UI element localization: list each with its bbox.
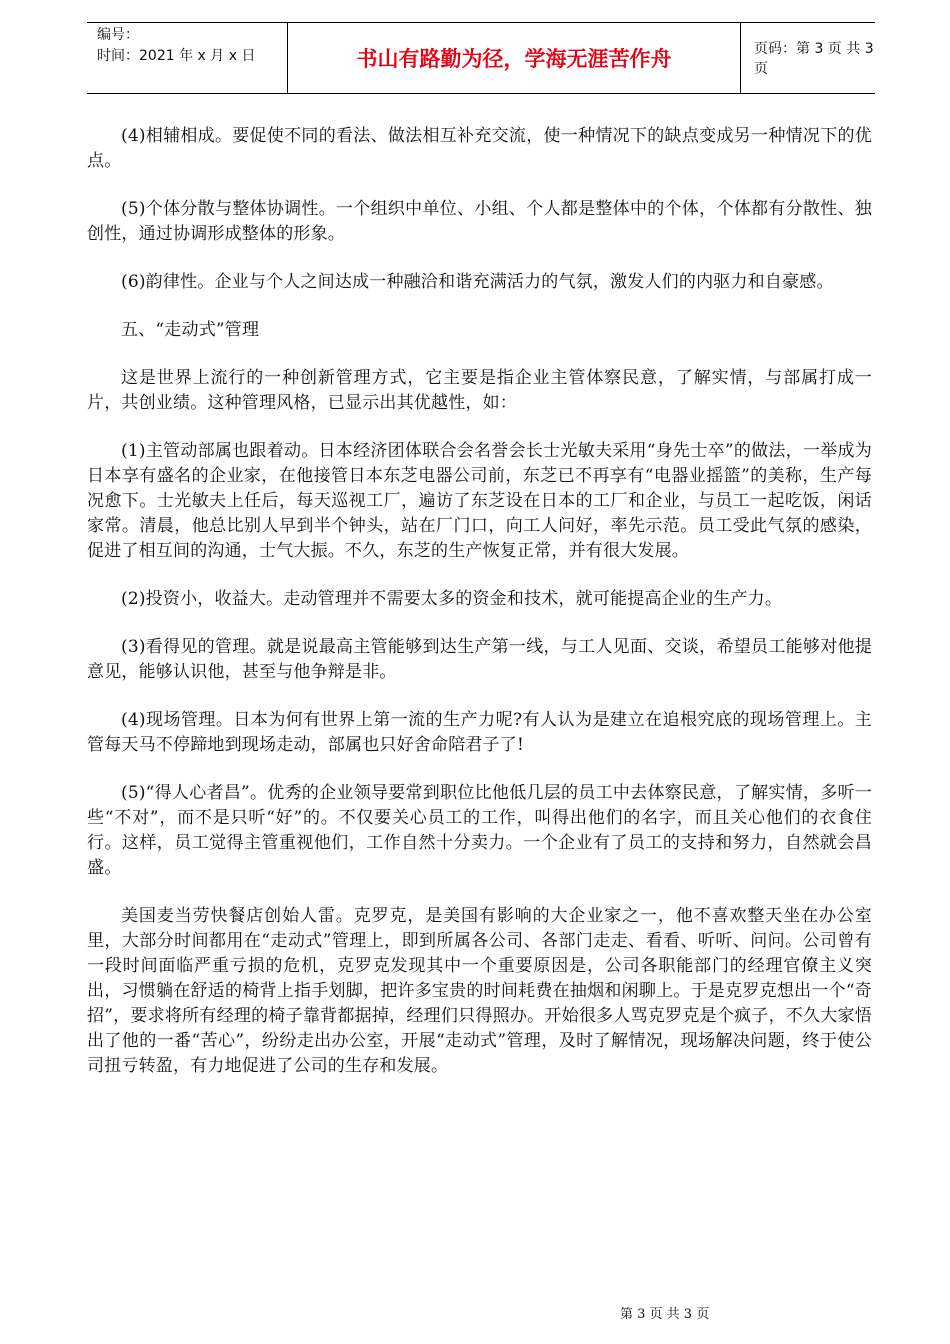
header-left bbox=[97, 25, 287, 67]
number-label: 编号： bbox=[97, 27, 139, 43]
page-footer: 第 3 页 共 3 页 bbox=[620, 1307, 710, 1322]
page-header bbox=[87, 22, 875, 94]
paragraph: (2)投资小，收益大。走动管理并不需要太多的资金和技术，就可能提高企业的生产力。 bbox=[121, 589, 783, 609]
paragraph: (5)“得人心者昌”。优秀的企业领导要常到职位比他低几层的员工中去体察民意，了解实情，多听一些“不对”，而不是只听“好”的。不仅要关心员工的工作，叫得出他们的名字，而且关心他们的衣食住行。这样，员工觉得主管重视他们，工作自然十分卖力。一个企业有了员工的支持和努力，自然就会昌盛。 bbox=[87, 783, 872, 878]
header-motto: 书山有路勤为径，学海无涯苦作舟 bbox=[287, 23, 741, 93]
paragraph: 美国麦当劳快餐店创始人雷。克罗克，是美国有影响的大企业家之一，他不喜欢整天坐在办公室里，大部分时间都用在“走动式”管理上，即到所属各公司、各部门走走、看看、听听、问问。公司曾有一段时间面临严重亏损的危机，克罗克发现其中一个重要原因是，公司各职能部门的经理官僚主义突出，习惯躺在舒适的椅背上指手划脚，把许多宝贵的时间耗费在抽烟和闲聊上。于是克罗克想出一个“奇招”，要求将所有经理的椅子靠背都据掉，经理们只得照办。开始很多人骂克罗克是个疯子，不久大家悟出了他的一番“苦心”，纷纷走出办公室，开展“走动式”管理，及时了解情况，现场解决问题，终于使公司扭亏转盈，有力地促进了公司的生存和发展。 bbox=[87, 906, 872, 1076]
header-page-label: 页码：第 3 页 共 3 页 bbox=[754, 41, 874, 77]
document-body bbox=[87, 124, 872, 1079]
paragraph: (1)主管动部属也跟着动。日本经济团体联合会名誉会长士光敏夫采用“身先士卒”的做法，一举成为日本享有盛名的企业家，在他接管日本东芝电器公司前，东芝已不再享有“电器业摇篮”的美称，生产每况愈下。士光敏夫上任后，每天巡视工厂，遍访了东芝设在日本的工厂和企业，与员工一起吃饭，闲话家常。清晨，他总比别人早到半个钟头，站在厂门口，向工人问好，率先示范。员工受此气氛的感染，促进了相互间的沟通，士气大振。不久，东芝的生产恢复正常，并有很大发展。 bbox=[87, 441, 872, 561]
section-heading: 五、“走动式”管理 bbox=[121, 320, 260, 340]
paragraph: (5)个体分散与整体协调性。一个组织中单位、小组、个人都是整体中的个体，个体都有分散性、独创性，通过协调形成整体的形象。 bbox=[87, 199, 872, 244]
paragraph: (4)相辅相成。要促使不同的看法、做法相互补充交流，使一种情况下的缺点变成另一种情况下的优点。 bbox=[87, 126, 872, 171]
paragraph: (3)看得见的管理。就是说最高主管能够到达生产第一线，与工人见面、交谈，希望员工能够对他提意见，能够认识他，甚至与他争辩是非。 bbox=[87, 637, 872, 682]
paragraph: 这是世界上流行的一种创新管理方式，它主要是指企业主管体察民意，了解实情，与部属打成一片，共创业绩。这种管理风格，已显示出其优越性，如： bbox=[87, 368, 872, 413]
paragraph: (4)现场管理。日本为何有世界上第一流的生产力呢?有人认为是建立在追根究底的现场管理上。主管每天马不停蹄地到现场走动，部属也只好舍命陪君子了! bbox=[87, 710, 872, 755]
time-label: 时间：2021 年 x 月 x 日 bbox=[97, 48, 256, 64]
paragraph: (6)韵律性。企业与个人之间达成一种融洽和谐充满活力的气氛，激发人们的内驱力和自豪感。 bbox=[121, 272, 834, 292]
